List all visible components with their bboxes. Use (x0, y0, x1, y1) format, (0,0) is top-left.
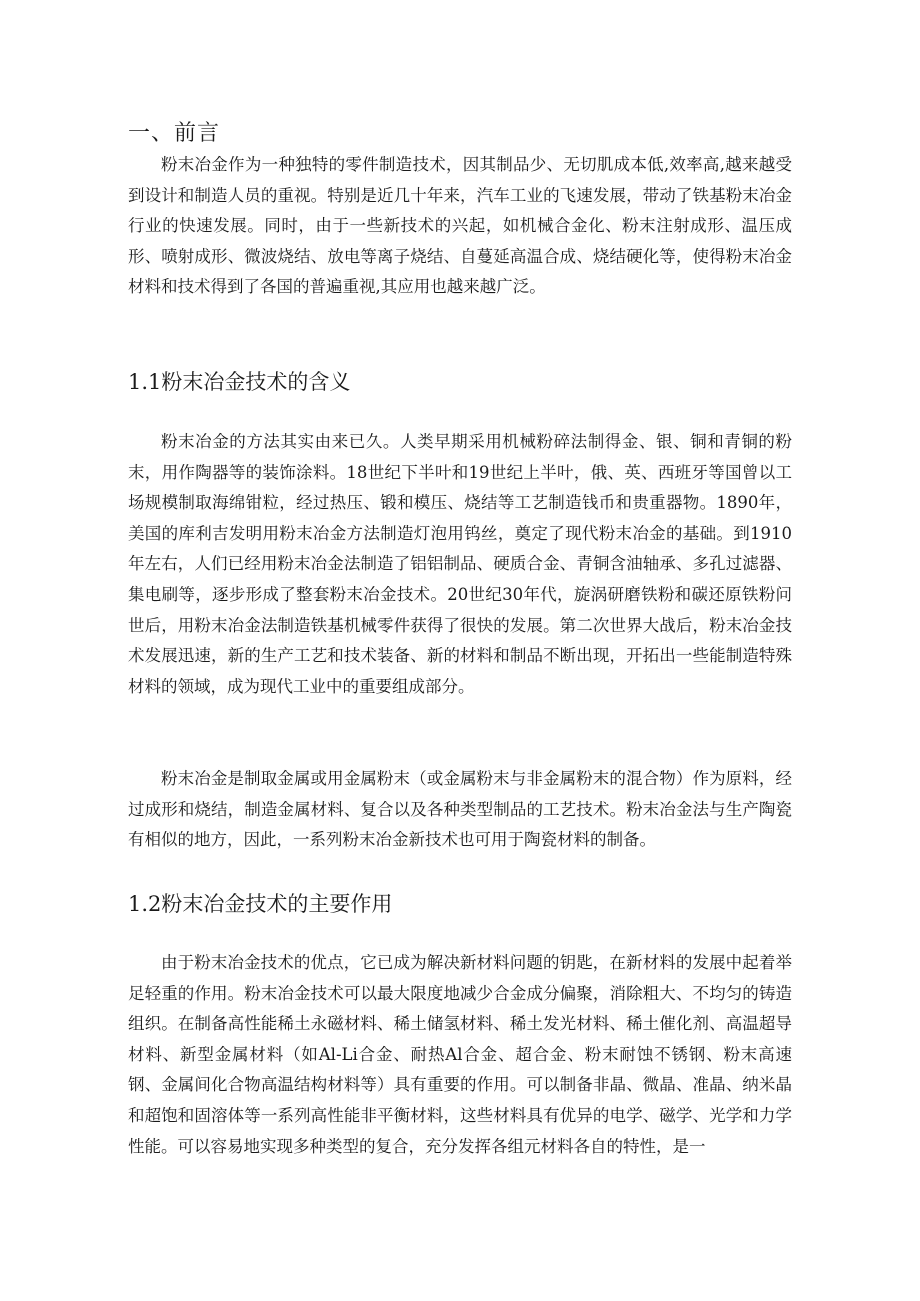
section-heading-preface: 一、前言 (128, 121, 221, 146)
paragraph-1-1-history: 粉末冶金的方法其实由来已久。人类早期采用机械粉碎法制得金、银、铜和青铜的粉末，用作陶器等的装饰涂料。18世纪下半叶和19世纪上半叶，俄、英、西班牙等国曾以工场规模制取海绵钳粒，经过热压、锻和模压、烧结等工艺制造钱币和贵重器物。1890年，美国的库利吉发明用粉末冶金方法制造灯泡用钨丝，奠定了现代粉末冶金的基础。到1910年左右，人们已经用粉末冶金法制造了铝铝制品、硬质合金、青铜含油轴承、多孔过滤器、集电刷等，逐步形成了整套粉末冶金技术。20世纪30年代，旋涡研磨铁粉和碳还原铁粉问世后，用粉末冶金法制造铁基机械零件获得了很快的发展。第二次世界大战后，粉末冶金技术发展迅速，新的生产工艺和技术装备、新的材料和制品不断出现，开拓出一些能制造特殊材料的领域，成为现代工业中的重要组成部分。 (128, 432, 792, 696)
section-heading-1-2: 1.2粉末冶金技术的主要作用 (128, 892, 393, 916)
paragraph-1-1-definition: 粉末冶金是制取金属或用金属粉末（或金属粉末与非金属粉末的混合物）作为原料，经过成形和烧结，制造金属材料、复合以及各种类型制品的工艺技术。粉末冶金法与生产陶瓷有相似的地方，因此，一系列粉末冶金新技术也可用于陶瓷材料的制备。 (128, 769, 792, 850)
section-heading-1-1: 1.1粉末冶金技术的含义 (128, 370, 351, 394)
paragraph-preface: 粉末冶金作为一种独特的零件制造技术，因其制品少、无切肌成本低,效率高,越来越受到设计和制造人员的重视。特别是近几十年来，汽车工业的飞速发展，带动了铁基粉末冶金行业的快速发展。同时，由于一些新技术的兴起，如机械合金化、粉末注射成形、温压成形、喷射成形、微波烧结、放电等离子烧结、自蔓延高温合成、烧结硬化等，使得粉末冶金材料和技术得到了各国的普遍重视,其应用也越来越广泛。 (128, 155, 792, 297)
paragraph-1-2-role: 由于粉末冶金技术的优点，它已成为解决新材料问题的钥匙，在新材料的发展中起着举足轻重的作用。粉末冶金技术可以最大限度地减少合金成分偏聚，消除粗大、不均匀的铸造组织。在制备高性能稀土永磁材料、稀土储氢材料、稀土发光材料、稀土催化剂、高温超导材料、新型金属材料（如Al-Li合金、耐热Al合金、超合金、粉末耐蚀不锈钢、粉末高速钢、金属间化合物高温结构材料等）具有重要的作用。可以制备非晶、微晶、准晶、纳米晶和超饱和固溶体等一系列高性能非平衡材料，这些材料具有优异的电学、磁学、光学和力学性能。可以容易地实现多种类型的复合，充分发挥各组元材料各自的特性，是一 (128, 953, 792, 1156)
